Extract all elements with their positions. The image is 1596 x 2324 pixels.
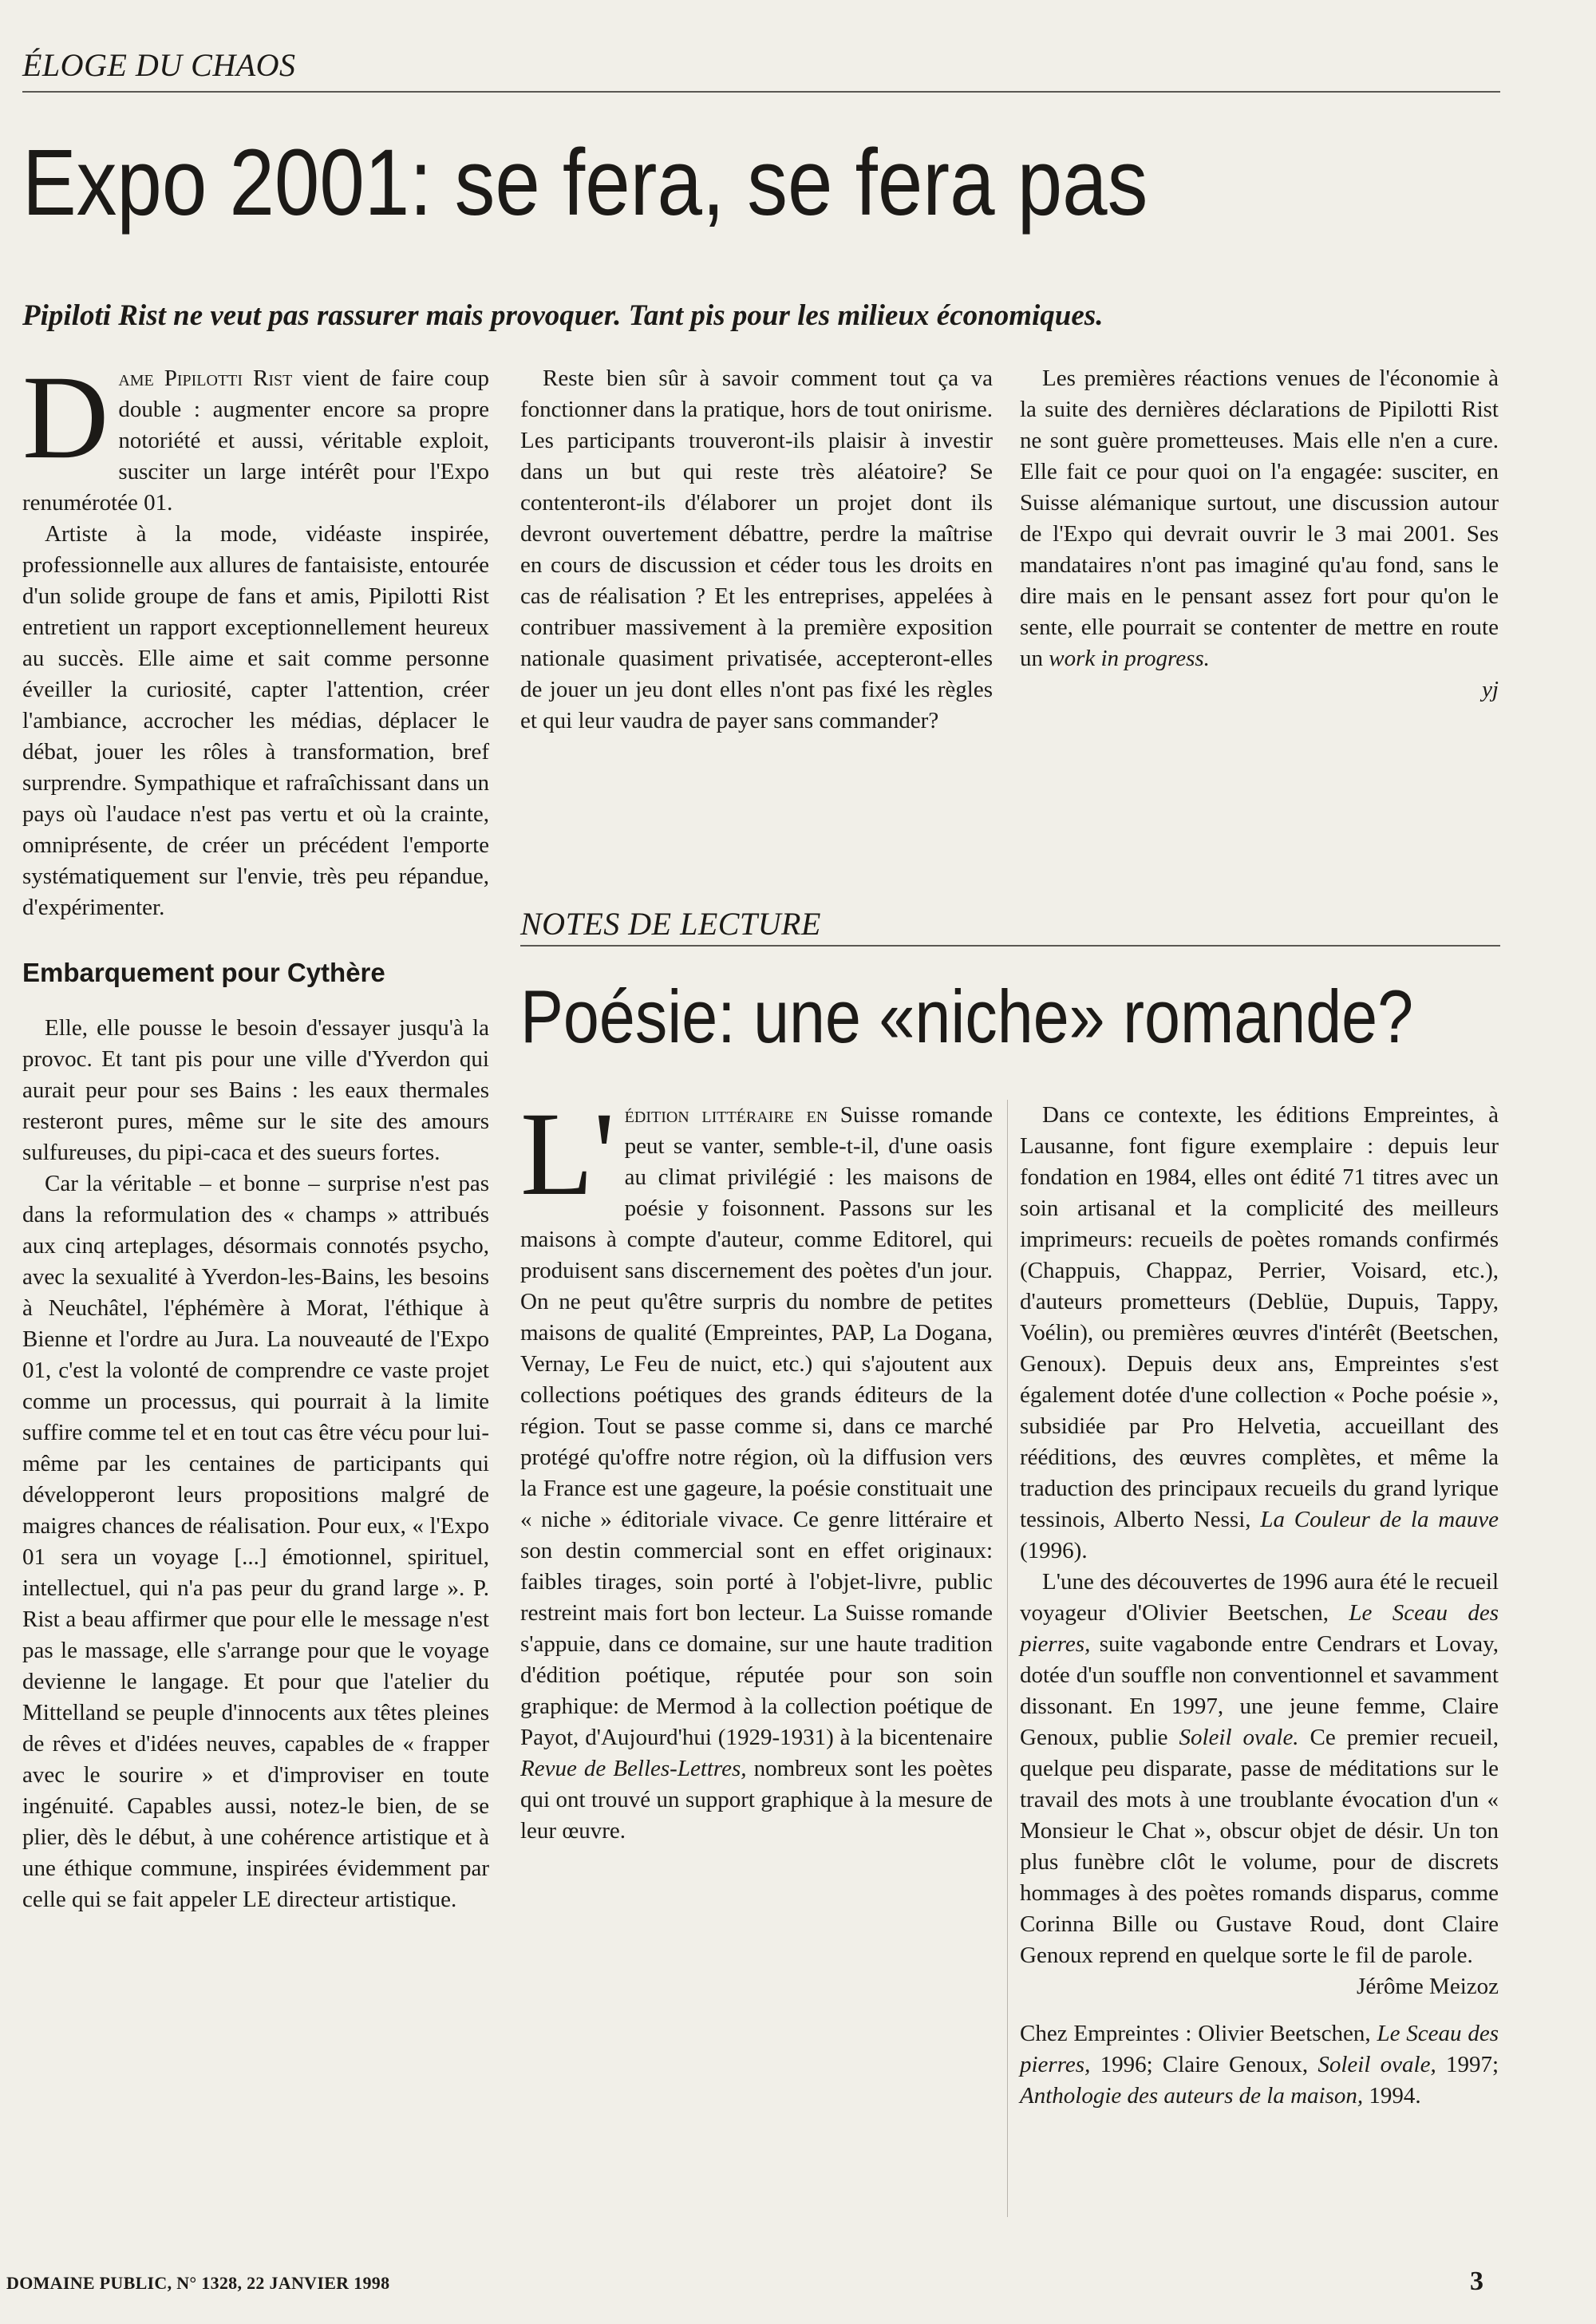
- article-title: Expo 2001: se fera, se fera pas: [22, 130, 1148, 235]
- section-kicker-2: NOTES DE LECTURE: [520, 906, 821, 942]
- drop-cap: D: [22, 351, 109, 484]
- paragraph: Artiste à la mode, vidéaste inspirée, professionnelle aux allures de fantaisiste, entourée d'un solide groupe de fans et amis, Pipilotti Rist entretient un rapport exceptionnellement heureux au succès. Elle aime et sait comme personne éveiller la curiosité, capter l'attention, créer l'ambiance, accrocher les médias, déplacer le débat, jouer les rôles à transformation, bref surprendre. Sympathique et rafraîchissant dans un pays où l'audace n'est pas vertu et où la crainte, omniprésente, de créer un précédent l'emporte systématiquement sur l'envie, très peu répandue, d'expérimenter.: [22, 521, 489, 920]
- subheading: Embarquement pour Cythère: [22, 958, 385, 987]
- paragraph: L'une des découvertes de 1996 aura été le recueil voyageur d'Olivier Beetschen, Le Sceau des pierres, suite vagabonde entre Cendrars et Lovay, dotée d'un souffle non conventionnel et savamment dissonant. En 1997, une jeune femme, Claire Genoux, publie Soleil ovale. Ce premier recueil, quelque peu disparate, passe de méditations sur le travail des mots à une troublante évocation d'un « Monsieur le Chat », obscur objet de désir. Un ton plus funèbre clôt le volume, pour de discrets hommages à des poètes romands disparus, comme Corinna Bille ou Gustave Roud, dont Claire Genoux reprend en quelque sorte le fil de parole.: [1020, 1569, 1499, 1968]
- author-signature: Jérôme Meizoz: [1357, 1974, 1499, 1999]
- section-kicker: ÉLOGE DU CHAOS: [22, 47, 296, 83]
- paragraph: Elle, elle pousse le besoin d'essayer jusqu'à la provoc. Et tant pis pour une ville d'Yverdon qui aurait peur pour ses Bains : les eaux thermales resteront pures, même sur le site des amours sulfureuses, du pipi-caca et des sueurs fortes.: [22, 1015, 489, 1165]
- article2-column-1: L' édition littéraire en Suisse romande peut se vanter, semble-t-il, d'une oasis au climat privilégié : les maisons de poésie y foisonnent. Passons sur les maisons à compte d'auteur, comme Editorel, qui produisent sans discernement des poètes d'un jour. On ne peut qu'être surpris du nombre de petites maisons de qualité (Empreintes, PAP, La Dogana, Vernay, Le Feu de nuict, etc.) qui s'ajoutent aux collections poétiques des grands éditeurs de la région. Tout se passe comme si, dans ce marché protégé qu'offre notre région, où la diffusion vers la France est une gageure, la poésie constituait une « niche » éditoriale vivace. Ce genre littéraire et son destin commercial sont en effet originaux: faibles tirages, soin porté à l'objet-livre, public restreint mais fort bon lecteur. La Suisse romande s'appuie, dans ce domaine, sur une haute tradition d'édition poétique, réputée pour son soin graphique: de Mermod à la collection poétique de Payot, d'Aujourd'hui (1929-1931) à la bicentenaire Revue de Belles-Lettres, nombreux sont les poètes qui ont trouvé un support graphique à la mesure de leur œuvre.: [520, 1088, 993, 1844]
- article1-column-2: [520, 363, 993, 737]
- page-number: 3: [1470, 2267, 1483, 2296]
- signature: yj: [1482, 677, 1499, 702]
- column-divider: [1007, 1100, 1008, 2217]
- article2-title: Poésie: une «niche» romande?: [520, 974, 1414, 1058]
- paragraph: Dans ce contexte, les éditions Empreintes, à Lausanne, font figure exemplaire : depuis leur fondation en 1984, elles ont édité 71 titres avec un soin artisanal et la complicité des meilleurs imprimeurs: recueils de poètes romands confirmés (Chappuis, Chappaz, Perrier, Voisard, etc.), d'auteurs prometteurs (Deblüe, Dupuis, Tappy, Voélin), ou premières œuvres d'intérêt (Beetschen, Genoux). Depuis deux ans, Empreintes s'est également dotée d'une collection « Poche poésie », subsidiée par Pro Helvetia, accueillant des rééditions, des œuvres complètes, et même la traduction des principaux recueils du grand lyrique tessinois, Alberto Nessi, La Couleur de la mauve (1996).: [1020, 1102, 1499, 1563]
- article2-column-2: [1020, 1100, 1499, 2112]
- paragraph: Les premières réactions venues de l'économie à la suite des dernières déclarations de Pipilotti Rist ne sont guère prometteuses. Mais elle n'en a cure. Elle fait ce pour quoi on l'a engagée: susciter, en Suisse alémanique surtout, une discussion autour de l'Expo qui devrait ouvrir le 3 mai 2001. Ses mandataires n'ont pas imaginé qu'au fond, sans le dire mais en le pensant assez fort pour qu'on le sente, elle pourrait se contenter de mettre en route un work in progress.: [1020, 366, 1499, 671]
- section-rule: [520, 945, 1500, 947]
- standfirst: Pipiloti Rist ne veut pas rassurer mais provoquer. Tant pis pour les milieux économiques.: [22, 299, 1104, 332]
- article1-column-3: [1020, 363, 1499, 706]
- bibliography: Chez Empreintes : Olivier Beetschen, Le Sceau des pierres, 1996; Claire Genoux, Soleil ovale, 1997; Anthologie des auteurs de la maison, 1994.: [1020, 2021, 1499, 2109]
- paragraph: Car la véritable – et bonne – surprise n'est pas dans la reformulation des « champs » attribués aux cinq arteplages, désormais connotés psycho, avec la sexualité à Yverdon-les-Bains, les besoins à Neuchâtel, l'éphémère à Morat, l'éthique à Bienne et l'ordre au Jura. La nouveauté de l'Expo 01, c'est la volonté de comprendre ce vaste projet comme un processus, qui pourrait à la limite suffire comme tel et en tout cas être vécu pour lui-même par les centaines de participants qui développeront leurs propositions malgré de maigres chances de réalisation. Pour eux, « l'Expo 01 sera un voyage [...] émotionnel, spirituel, intellectuel, qui n'a pas peur du grand large ». P. Rist a beau affirmer que pour elle le message n'est pas le massage, elle s'arrange pour que le voyage devienne le langage. Et pour que l'atelier du Mittelland se peuple d'innocents aux têtes pleines de rêves et d'idées neuves, capables de « frapper avec le sourire » et d'improviser en toute ingénuité. Capables aussi, notez-le bien, de se plier, dès le début, à une cohérence artistique et à une éthique commune, inspirées évidemment par celle qui se fait appeler LE directeur artistique.: [22, 1171, 489, 1912]
- drop-cap: L': [520, 1088, 615, 1220]
- article1-column-1: Dame Pipilotti Rist vient de faire coup double : augmenter encore sa propre notoriété et aussi, véritable exploit, susciter un large intérêt pour l'Expo renumérotée 01. Artiste à la mode, vidéaste inspirée, professionnelle aux allures de fantaisiste, entourée d'un solide groupe de fans et amis, Pipilotti Rist entretient un rapport exceptionnellement heureux au succès. Elle aime et sait comme personne éveiller la curiosité, capter l'attention, créer l'ambiance, accrocher les médias, déplacer le débat, jouer les rôles à transformation, bref surprendre. Sympathique et rafraîchissant dans un pays où l'audace n'est pas vertu et où la crainte, omniprésente, de créer un précédent l'emporte systématiquement sur l'envie, très peu répandue, d'expérimenter. Embarquement pour Cythère Elle, elle pousse le besoin d'essayer jusqu'à la provoc. Et tant pis pour une ville d'Yverdon qui aurait peur pour ses Bains : les eaux thermales resteront pures, même sur le site des amours sulfureuses, du pipi-caca et des sueurs fortes. Car la véritable – et bonne – surprise n'est pas dans la reformulation des « champs » attribués aux cinq arteplages, désormais connotés psycho, avec la sexualité à Yverdon-les-Bains, les besoins à Neuchâtel, l'éphémère à Morat, l'éthique à Bienne et l'ordre au Jura. La nouveauté de l'Expo 01, c'est la volonté de comprendre ce vaste projet comme un processus, qui pourrait à la limite suffire comme tel et en tout cas être vécu pour lui-même par les centaines de participants qui développeront leurs propositions malgré de maigres chances de réalisation. Pour eux, « l'Expo 01 sera un voyage [...] émotionnel, spirituel, intellectuel, qui n'a pas peur du grand large ». P. Rist a beau affirmer que pour elle le message n'est pas le massage, elle s'arrange pour que le voyage devienne le langage. Et pour que l'atelier du Mittelland se peuple d'innocents aux têtes pleines de rêves et d'idées neuves, capables de « frapper avec le sourire » et d'improviser en toute ingénuité. Capables aussi, notez-le bien, de se plier, dès le début, à une cohérence artistique et à une éthique commune, inspirées évidemment par celle qui se fait appeler LE directeur artistique.: [22, 363, 489, 1915]
- footer-publication: DOMAINE PUBLIC, N° 1328, 22 JANVIER 1998: [6, 2273, 390, 2293]
- paragraph: Reste bien sûr à savoir comment tout ça va fonctionner dans la pratique, hors de tout onirisme. Les participants trouveront-ils plaisir à investir dans un but qui reste très aléatoire? Se contenteront-ils d'élaborer un projet dont ils devront ouvertement débattre, perdre la maîtrise en cours de discussion et céder tous les droits en cas de réalisation ? Et les entreprises, appelées à contribuer massivement à la première exposition nationale quasiment privatisée, accepteront-elles de jouer un jeu dont elles n'ont pas fixé les règles et qui leur vaudra de payer sans commander?: [520, 366, 993, 733]
- header-rule: [22, 91, 1500, 93]
